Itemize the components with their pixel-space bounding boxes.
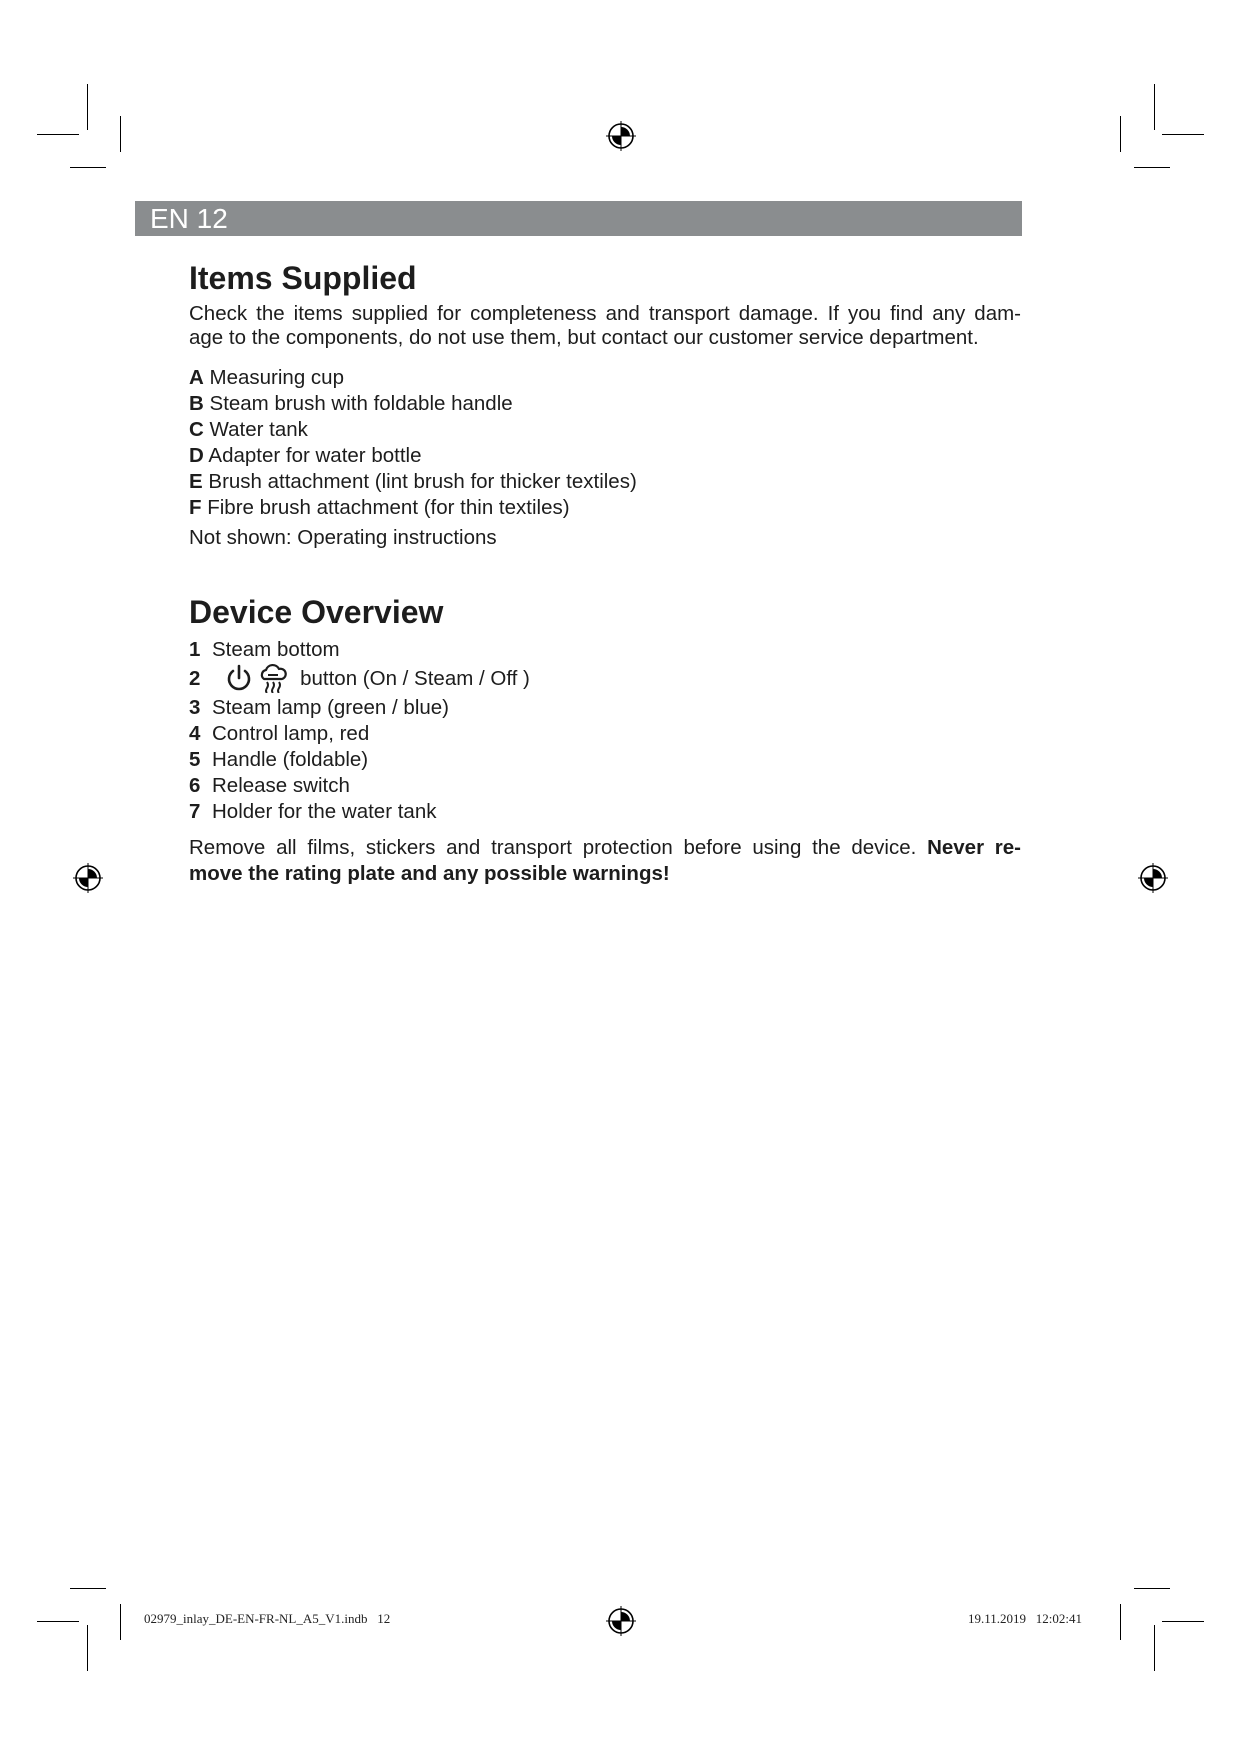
item-key: B (189, 392, 204, 415)
note-warning: move the rating plate and any possible warnings! (189, 862, 670, 885)
section-title: Device Overview (189, 594, 444, 630)
list-item (189, 773, 1021, 799)
crop-mark (1162, 1621, 1204, 1622)
crop-mark (120, 116, 121, 152)
list-item (189, 495, 1021, 521)
item-key: F (189, 496, 202, 519)
note-line (189, 861, 1021, 887)
item-key: 1 (189, 638, 201, 661)
item-key: D (189, 444, 204, 467)
crop-mark (37, 134, 79, 135)
item-key: A (189, 366, 204, 389)
crop-mark (37, 1621, 79, 1622)
item-key: 2 (189, 667, 201, 690)
list-item (189, 365, 1021, 391)
power-icon (225, 663, 253, 693)
crop-mark (1134, 167, 1170, 168)
intro-paragraph (189, 302, 1021, 350)
not-shown-note: Not shown: Operating instructions (189, 526, 497, 549)
item-text: Steam lamp (green / blue) (212, 696, 450, 719)
registration-mark-icon (73, 863, 103, 893)
crop-mark (1134, 1588, 1170, 1589)
item-key: 5 (189, 748, 201, 771)
items-list (189, 365, 1021, 521)
list-item (189, 695, 1021, 721)
device-overview-section (189, 594, 1021, 887)
item-text: Brush attachment (lint brush for thicker textiles) (208, 470, 637, 493)
registration-mark-icon (606, 121, 636, 151)
note-text: Remove all films, stickers and transport protection before using the device. (189, 836, 917, 859)
item-text: Handle (foldable) (212, 748, 369, 771)
removal-note (189, 835, 1021, 887)
parts-list (189, 637, 1021, 825)
item-text: Holder for the water tank (212, 800, 437, 823)
intro-line: age to the components, do not use them, but contact our customer service department. (189, 326, 979, 349)
list-item (189, 469, 1021, 495)
list-item (189, 747, 1021, 773)
items-supplied-section (189, 260, 1021, 550)
item-text: Fibre brush attachment (for thin textiles) (207, 496, 570, 519)
crop-mark (70, 1588, 106, 1589)
crop-mark (120, 1604, 121, 1640)
registration-mark-icon (606, 1606, 636, 1636)
intro-line: Check the items supplied for completeness and transport damage. If you find any dam- (189, 302, 1021, 325)
item-key: 4 (189, 722, 201, 745)
item-text: Steam brush with foldable handle (209, 392, 513, 415)
crop-mark (1120, 1604, 1121, 1640)
list-item (189, 443, 1021, 469)
crop-mark (70, 167, 106, 168)
page-number-label: EN 12 (150, 203, 228, 234)
item-key: 7 (189, 800, 201, 823)
item-text: Steam bottom (212, 638, 340, 661)
note-warning: Never re- (927, 836, 1021, 859)
item-text: Release switch (212, 774, 350, 797)
crop-mark (1120, 116, 1121, 152)
steam-icon (258, 663, 288, 693)
item-key: 3 (189, 696, 201, 719)
note-line (189, 835, 1021, 861)
registration-mark-icon (1138, 863, 1168, 893)
item-key: C (189, 418, 204, 441)
item-text: Adapter for water bottle (208, 444, 422, 467)
page-header-bar (135, 201, 1022, 236)
item-key: 6 (189, 774, 201, 797)
item-text: Water tank (209, 418, 308, 441)
crop-mark (87, 84, 88, 130)
crop-mark (87, 1625, 88, 1671)
item-key: E (189, 470, 203, 493)
section-title: Items Supplied (189, 260, 417, 296)
list-item (189, 663, 1021, 695)
item-text: Measuring cup (209, 366, 344, 389)
list-item (189, 721, 1021, 747)
crop-mark (1162, 134, 1204, 135)
list-item (189, 417, 1021, 443)
item-text: Control lamp, red (212, 722, 370, 745)
footer-file-name: 02979_inlay_DE-EN-FR-NL_A5_V1.indb 12 (144, 1611, 391, 1626)
crop-mark (1154, 1625, 1155, 1671)
item-text: button (On / Steam / Off ) (300, 667, 530, 690)
list-item (189, 799, 1021, 825)
list-item (189, 391, 1021, 417)
crop-mark (1154, 84, 1155, 130)
list-item (189, 637, 1021, 663)
footer-date-time: 19.11.2019 12:02:41 (968, 1611, 1082, 1626)
